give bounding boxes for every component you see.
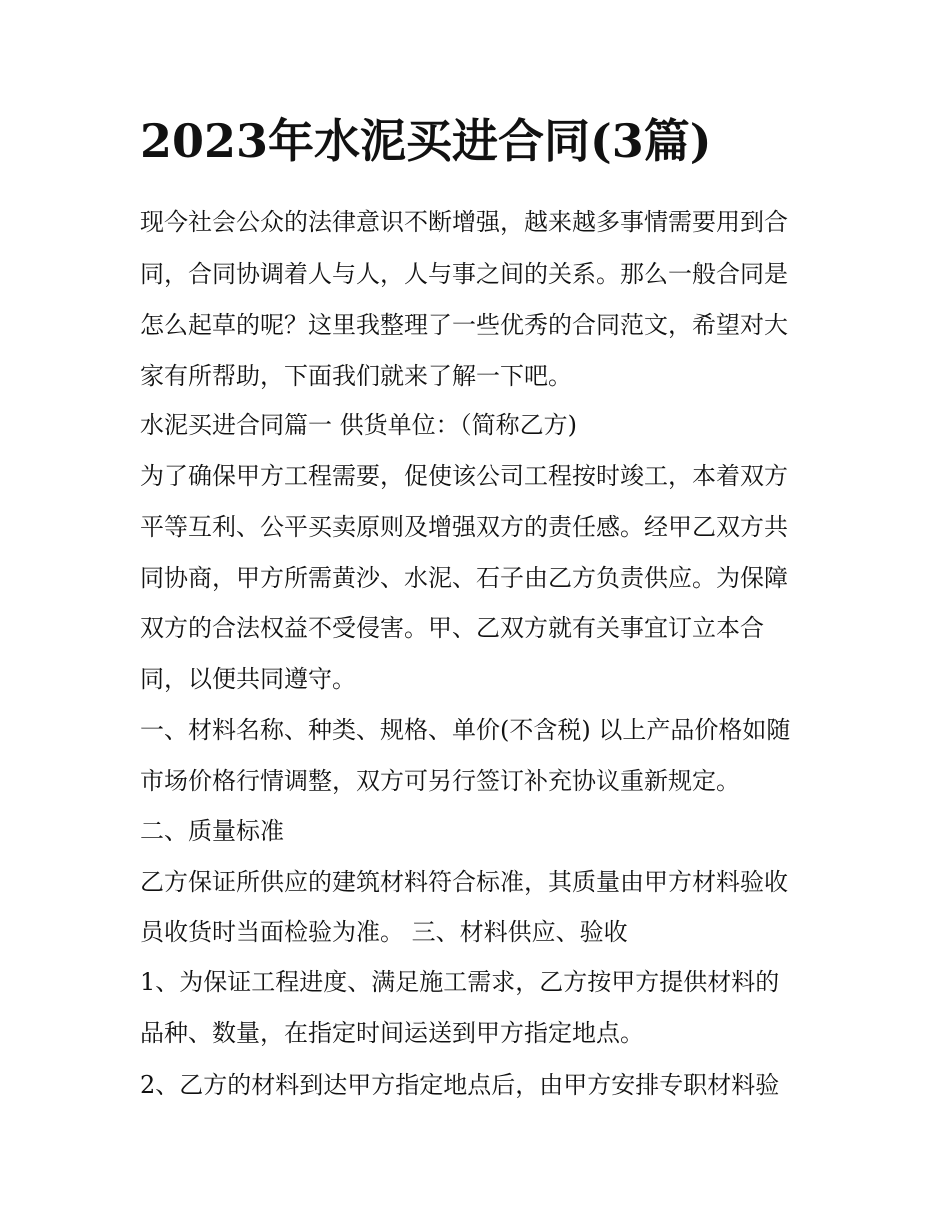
document-title: 2023年水泥买进合同(3篇) <box>140 114 712 168</box>
body-line: 品种、数量，在指定时间运送到甲方指定地点。 <box>140 1019 644 1047</box>
body-line: 同协商，甲方所需黄沙、水泥、石子由乙方负责供应。为保障 <box>140 564 788 592</box>
body-line: 平等互利、公平买卖原则及增强双方的责任感。经甲乙双方共 <box>140 513 788 541</box>
body-line: 一、材料名称、种类、规格、单价(不含税) 以上产品价格如随 <box>140 716 791 744</box>
section-heading-line: 二、质量标准 <box>140 817 284 845</box>
section-heading-line: 水泥买进合同篇一 供货单位：（简称乙方) <box>140 411 577 439</box>
body-line: 同，合同协调着人与人，人与事之间的关系。那么一般合同是 <box>140 260 788 288</box>
body-line: 2、乙方的材料到达甲方指定地点后，由甲方安排专职材料验 <box>140 1071 780 1099</box>
body-line: 同，以便共同遵守。 <box>140 665 356 693</box>
body-line: 乙方保证所供应的建筑材料符合标准，其质量由甲方材料验收 <box>140 868 788 896</box>
body-line: 家有所帮助，下面我们就来了解一下吧。 <box>140 362 572 390</box>
body-line: 为了确保甲方工程需要，促使该公司工程按时竣工，本着双方 <box>140 462 788 490</box>
body-line: 市场价格行情调整，双方可另行签订补充协议重新规定。 <box>140 767 740 795</box>
body-line: 怎么起草的呢？这里我整理了一些优秀的合同范文，希望对大 <box>140 311 788 339</box>
body-line: 双方的合法权益不受侵害。甲、乙双方就有关事宜订立本合 <box>140 614 764 642</box>
body-line: 现今社会公众的法律意识不断增强，越来越多事情需要用到合 <box>140 208 788 236</box>
body-line: 1、为保证工程进度、满足施工需求，乙方按甲方提供材料的 <box>140 968 780 996</box>
body-line: 员收货时当面检验为准。 三、材料供应、验收 <box>140 918 628 946</box>
